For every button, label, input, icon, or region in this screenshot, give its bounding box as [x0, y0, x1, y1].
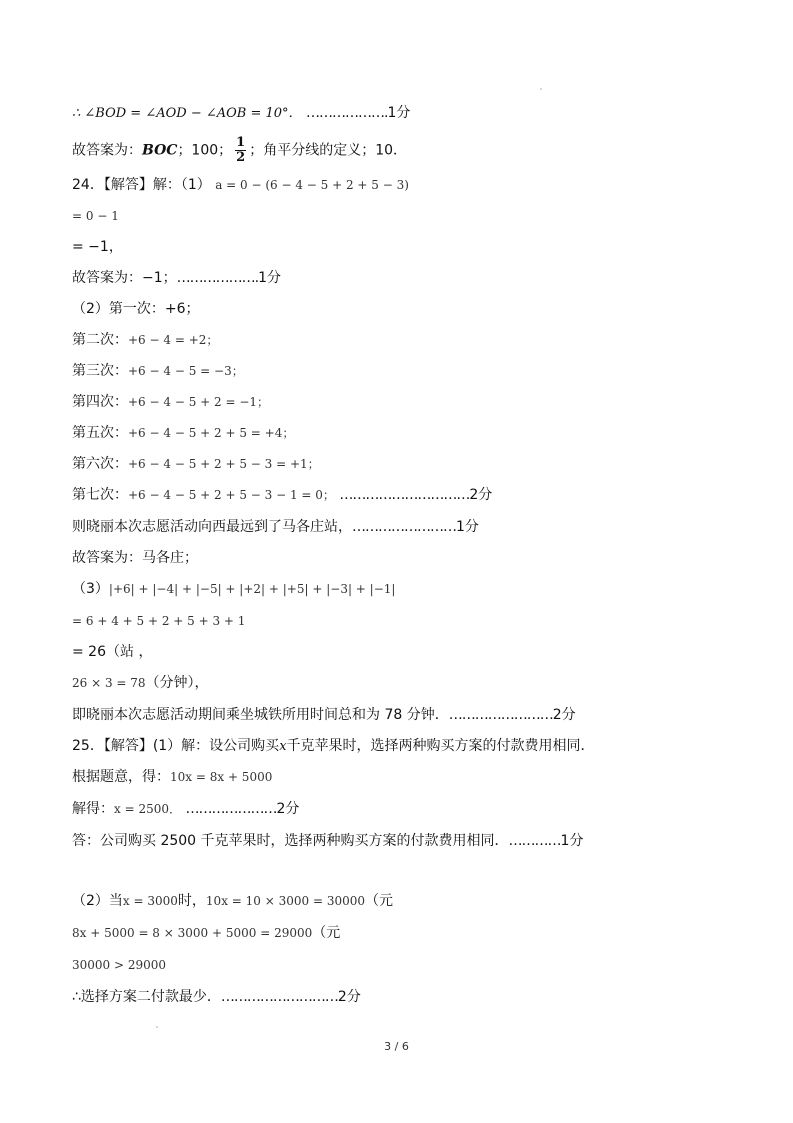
line-q24-sixth: 第六次：+6 − 4 − 5 + 2 + 5 − 3 = +1；: [72, 456, 320, 472]
line-q24-westmost: 则晓丽本次志愿活动向西最远到了马各庄站，……………………1分: [72, 519, 479, 535]
line-q25-conclusion: ∴选择方案二付款最少．………………………2分: [72, 989, 361, 1005]
line-q24-total-stations: = 26（站 ，: [72, 644, 153, 660]
line-q25-equation: 根据题意，得：10x = 8x + 5000: [72, 769, 273, 785]
line-q24-first: （2）第一次：+6；: [72, 301, 200, 317]
line-q25-part1: 25．【解答】(1）解：设公司购买x千克苹果时，选择两种购买方案的付款费用相同．: [72, 738, 595, 754]
fraction-one-half: $\frac{1}{2}$: [236, 135, 246, 165]
line-q24-second: 第二次：+6 − 4 = +2；: [72, 332, 219, 348]
line-q25-answer1: 答：公司购买 2500 千克苹果时，选择两种购买方案的付款费用相同．…………1分: [72, 833, 584, 849]
line-q24-part3: （3）|+6| + |−4| + |−5| + |+2| + |+5| + |−3| + |−1|: [72, 581, 396, 597]
line-q25-part2: （2）当x = 3000时，10x = 10 × 3000 = 30000（元: [72, 893, 393, 909]
line-q24-step2: = −1，: [72, 239, 123, 255]
line-q24-fourth: 第四次：+6 − 4 − 5 + 2 = −1；: [72, 394, 270, 410]
line-q24-conclusion: 即晓丽本次志愿活动期间乘坐城铁所用时间总和为 78 分钟．……………………2分: [72, 707, 576, 723]
line-q24-step1: = 0 − 1: [72, 209, 119, 223]
line-q24-third: 第三次：+6 − 4 − 5 = −3；: [72, 363, 244, 379]
page-number: 3 / 6: [384, 1040, 409, 1053]
line-answer-boc: 故答案为：BOC；100； $\frac{1}{2}$ ；角平分线的定义；10．: [72, 135, 408, 165]
line-q25-compare: 30000 > 29000: [72, 958, 167, 972]
line-q24-fifth: 第五次：+6 − 4 − 5 + 2 + 5 = +4；: [72, 425, 295, 441]
line-bod-angle: ∴ ∠BOD = ∠AOD − ∠AOB = 10°． ……………….1分: [72, 105, 411, 121]
line-q24-sum: = 6 + 4 + 5 + 2 + 5 + 3 + 1: [72, 614, 246, 628]
scan-speck: [156, 1026, 158, 1028]
scan-speck: [540, 88, 542, 90]
line-q24-answer2: 故答案为：马各庄；: [72, 550, 198, 566]
line-q25-option2: 8x + 5000 = 8 × 3000 + 5000 = 29000（元: [72, 925, 341, 941]
line-q24-minutes: 26 × 3 = 78（分钟），: [72, 675, 209, 691]
line-q24-part1: 24．【解答】解：（1） a = 0 − (6 − 4 − 5 + 2 + 5 − 3): [72, 177, 409, 193]
line-q25-solve: 解得：x = 2500． …………………2分: [72, 801, 300, 817]
line-q24-seventh: 第七次：+6 − 4 − 5 + 2 + 5 − 3 − 1 = 0； …………………………2分: [72, 487, 493, 503]
line-q24-answer1: 故答案为：−1；……………….1分: [72, 270, 282, 286]
